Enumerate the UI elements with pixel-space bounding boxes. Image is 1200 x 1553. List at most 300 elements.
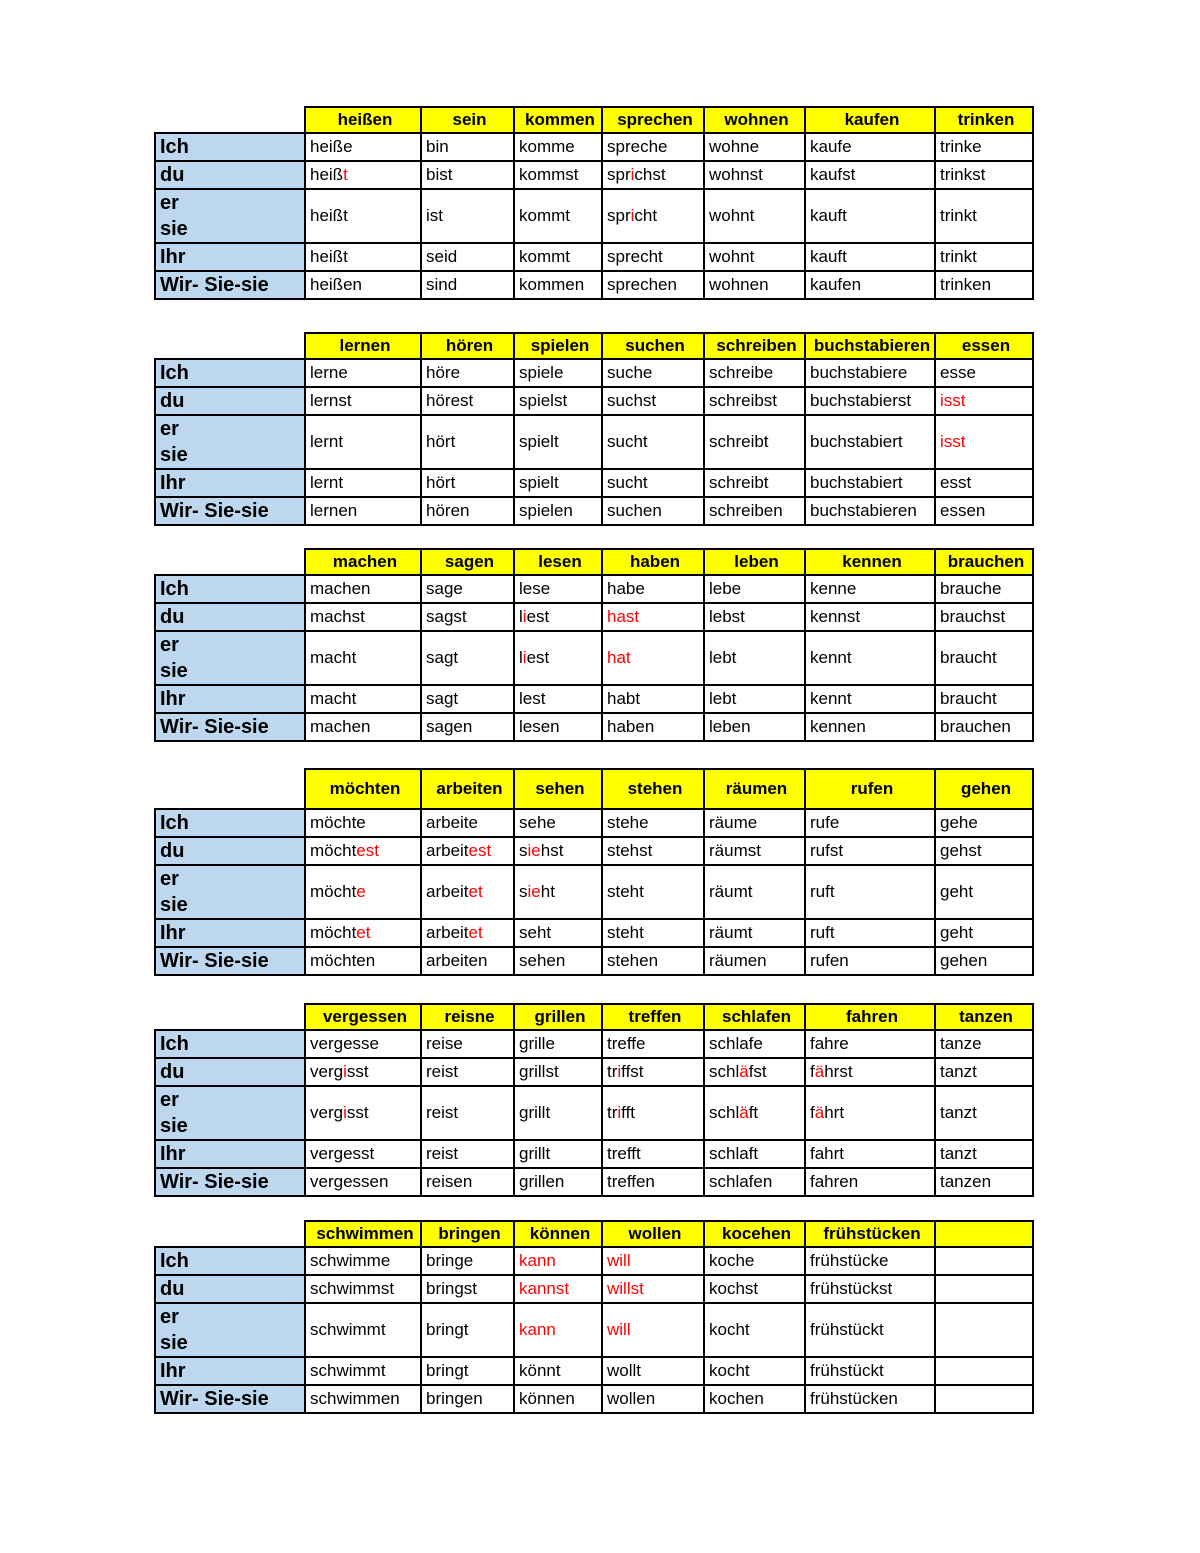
irregular-form-part: t xyxy=(343,165,348,184)
verb-form xyxy=(305,497,421,525)
form-part: wohnt xyxy=(709,247,755,266)
irregular-form-part: e xyxy=(356,882,366,901)
table-row xyxy=(155,133,1033,161)
verb-form xyxy=(805,575,935,603)
verb-form xyxy=(514,469,602,497)
verb-form xyxy=(421,631,514,685)
pronoun-label: Ihr xyxy=(155,919,305,947)
pronoun-line: er xyxy=(160,634,179,656)
form-part: ft xyxy=(748,1103,759,1122)
irregular-form-part: i xyxy=(617,1062,622,1081)
table-row xyxy=(155,387,1033,415)
form-part: möchten xyxy=(310,951,376,970)
pronoun-label xyxy=(155,1303,305,1357)
verb-form xyxy=(421,189,514,243)
form-part: kaufen xyxy=(810,275,862,294)
verb-form xyxy=(602,1357,704,1385)
form-part: kaufst xyxy=(810,165,856,184)
irregular-form-part: kannst xyxy=(519,1279,570,1298)
form-part: rufen xyxy=(810,951,849,970)
form-part: lernst xyxy=(310,391,352,410)
verb-header: hören xyxy=(421,333,514,359)
form-part: lebt xyxy=(709,689,737,708)
verb-form xyxy=(935,865,1033,919)
verb-header: kommen xyxy=(514,107,602,133)
form-part: kennt xyxy=(810,689,852,708)
irregular-form-part: hast xyxy=(607,607,640,626)
table-row xyxy=(155,1168,1033,1196)
form-part: treffen xyxy=(607,1172,655,1191)
corner-blank xyxy=(155,1004,305,1030)
form-part: schwimmst xyxy=(310,1279,395,1298)
verb-form xyxy=(704,1275,805,1303)
verb-form xyxy=(805,359,935,387)
table-row xyxy=(155,1247,1033,1275)
verb-form xyxy=(421,713,514,741)
verb-form xyxy=(602,631,704,685)
pronoun-line: sie xyxy=(160,1115,188,1137)
verb-form xyxy=(602,1247,704,1275)
form-part: lernen xyxy=(310,501,358,520)
verb-form xyxy=(805,865,935,919)
verb-form xyxy=(602,497,704,525)
verb-form xyxy=(421,1168,514,1196)
pronoun-label: Wir- Sie-sie xyxy=(155,1168,305,1196)
form-part: sagst xyxy=(426,607,467,626)
verb-form xyxy=(602,387,704,415)
verb-form xyxy=(514,359,602,387)
verb-form xyxy=(305,1247,421,1275)
verb-form xyxy=(602,243,704,271)
table-row xyxy=(155,685,1033,713)
verb-form xyxy=(602,133,704,161)
form-part: sst xyxy=(346,1062,369,1081)
verb-form xyxy=(421,1140,514,1168)
verb-form xyxy=(805,1058,935,1086)
verb-form xyxy=(704,1168,805,1196)
form-part: trinkt xyxy=(940,206,977,225)
verb-form xyxy=(514,1303,602,1357)
verb-form xyxy=(421,161,514,189)
verb-form xyxy=(305,469,421,497)
table-row xyxy=(155,497,1033,525)
pronoun-line: er xyxy=(160,1089,179,1111)
verb-form xyxy=(421,575,514,603)
form-part: frühstücken xyxy=(810,1389,898,1408)
form-part: reisen xyxy=(426,1172,473,1191)
form-part: heißen xyxy=(310,275,362,294)
verb-form xyxy=(704,243,805,271)
pronoun-line: sie xyxy=(160,218,188,240)
form-part: geht xyxy=(940,882,974,901)
irregular-form-part: ä xyxy=(739,1103,749,1122)
form-part: möcht xyxy=(310,923,357,942)
pronoun-label: Wir- Sie-sie xyxy=(155,1385,305,1413)
form-part: wohne xyxy=(709,137,760,156)
pronoun-line: er xyxy=(160,1306,179,1328)
form-part: buchstabiere xyxy=(810,363,908,382)
verb-form xyxy=(602,161,704,189)
form-part: steht xyxy=(607,923,644,942)
verb-form xyxy=(514,1140,602,1168)
form-part: spielt xyxy=(519,473,559,492)
form-part: kommen xyxy=(519,275,585,294)
conjugation-grid xyxy=(154,332,1034,526)
form-part: sind xyxy=(426,275,458,294)
verb-form xyxy=(514,809,602,837)
form-part: braucht xyxy=(940,689,997,708)
form-part: möchte xyxy=(310,813,366,832)
form-part: haben xyxy=(607,717,655,736)
verb-form xyxy=(704,271,805,299)
form-part: tr xyxy=(607,1103,618,1122)
verb-header: suchen xyxy=(602,333,704,359)
verb-header: essen xyxy=(935,333,1033,359)
pronoun-label: Ihr xyxy=(155,1140,305,1168)
verb-form xyxy=(514,919,602,947)
form-part: komme xyxy=(519,137,575,156)
form-part: stehst xyxy=(607,841,653,860)
form-part: ht xyxy=(540,882,555,901)
verb-form xyxy=(704,603,805,631)
table-row xyxy=(155,809,1033,837)
form-part: wollt xyxy=(607,1361,642,1380)
pronoun-label: du xyxy=(155,1058,305,1086)
form-part: arbeit xyxy=(426,882,469,901)
verb-header: lesen xyxy=(514,549,602,575)
form-part: machst xyxy=(310,607,365,626)
verb-form xyxy=(935,1140,1033,1168)
verb-form xyxy=(704,387,805,415)
form-part: sage xyxy=(426,579,463,598)
verb-form xyxy=(935,1168,1033,1196)
form-part: lese xyxy=(519,579,551,598)
verb-form xyxy=(805,1385,935,1413)
irregular-form-part: ie xyxy=(527,841,541,860)
verb-form xyxy=(602,1058,704,1086)
form-part: buchstabierst xyxy=(810,391,912,410)
pronoun-label: Wir- Sie-sie xyxy=(155,497,305,525)
form-part: sprechen xyxy=(607,275,677,294)
verb-header-row xyxy=(155,1004,1033,1030)
form-part: arbeit xyxy=(426,923,469,942)
form-part: arbeiten xyxy=(426,951,488,970)
form-part: arbeite xyxy=(426,813,478,832)
form-part: heiße xyxy=(310,137,353,156)
corner-blank xyxy=(155,549,305,575)
form-part: bringt xyxy=(426,1361,469,1380)
form-part: wohnen xyxy=(709,275,769,294)
pronoun-label: Ihr xyxy=(155,469,305,497)
form-part: schreibt xyxy=(709,432,769,451)
verb-form xyxy=(514,161,602,189)
form-part: gehen xyxy=(940,951,988,970)
verb-form xyxy=(305,133,421,161)
pronoun-label: Ihr xyxy=(155,685,305,713)
verb-form xyxy=(514,1030,602,1058)
verb-form xyxy=(805,809,935,837)
table-row xyxy=(155,189,1033,243)
form-part: frühstückst xyxy=(810,1279,893,1298)
verb-form xyxy=(421,1247,514,1275)
table-row xyxy=(155,603,1033,631)
verb-header: schlafen xyxy=(704,1004,805,1030)
verb-header-row xyxy=(155,107,1033,133)
verb-form xyxy=(305,1058,421,1086)
verb-form xyxy=(421,837,514,865)
verb-form xyxy=(421,387,514,415)
verb-header: leben xyxy=(704,549,805,575)
form-part: kochst xyxy=(709,1279,759,1298)
form-part: möcht xyxy=(310,882,357,901)
form-part: kommt xyxy=(519,247,570,266)
verb-header: wollen xyxy=(602,1221,704,1247)
form-part: tr xyxy=(607,1062,618,1081)
verb-form xyxy=(305,837,421,865)
verb-form xyxy=(602,575,704,603)
verb-header xyxy=(935,1221,1033,1247)
irregular-form-part: i xyxy=(522,648,527,667)
verb-form xyxy=(602,1168,704,1196)
form-part: trinke xyxy=(940,137,982,156)
form-part: schreibt xyxy=(709,473,769,492)
irregular-form-part: isst xyxy=(940,391,966,410)
verb-form xyxy=(935,1385,1033,1413)
form-part: schl xyxy=(709,1062,740,1081)
verb-form xyxy=(305,415,421,469)
irregular-form-part: i xyxy=(343,1103,347,1122)
form-part: essen xyxy=(940,501,986,520)
verb-header: frühstücken xyxy=(805,1221,935,1247)
verb-form xyxy=(805,919,935,947)
form-part: fahren xyxy=(810,1172,859,1191)
form-part: buchstabiert xyxy=(810,473,903,492)
form-part: spielt xyxy=(519,432,559,451)
verb-form xyxy=(704,1303,805,1357)
pronoun-label: Ich xyxy=(155,359,305,387)
form-part: brauchen xyxy=(940,717,1011,736)
form-part: spreche xyxy=(607,137,668,156)
pronoun-label: Wir- Sie-sie xyxy=(155,271,305,299)
form-part: steht xyxy=(607,882,644,901)
verb-form xyxy=(805,947,935,975)
verb-form xyxy=(805,1168,935,1196)
verb-form xyxy=(421,133,514,161)
verb-header-row xyxy=(155,1221,1033,1247)
verb-form xyxy=(805,1275,935,1303)
verb-form xyxy=(514,685,602,713)
form-part: räumt xyxy=(709,923,753,942)
verb-form xyxy=(704,1385,805,1413)
verb-form xyxy=(514,271,602,299)
form-part: können xyxy=(519,1389,575,1408)
verb-form xyxy=(602,713,704,741)
verb-form xyxy=(602,685,704,713)
irregular-form-part: i xyxy=(343,1062,347,1081)
form-part: arbeit xyxy=(426,841,469,860)
verb-form xyxy=(704,133,805,161)
form-part: f xyxy=(810,1103,815,1122)
pronoun-label: du xyxy=(155,387,305,415)
table-row xyxy=(155,837,1033,865)
form-part: geht xyxy=(940,923,974,942)
form-part: s xyxy=(519,882,528,901)
verb-form xyxy=(305,947,421,975)
verb-header: sein xyxy=(421,107,514,133)
verb-form xyxy=(935,575,1033,603)
form-part: kochen xyxy=(709,1389,764,1408)
pronoun-label xyxy=(155,415,305,469)
form-part: bringen xyxy=(426,1389,483,1408)
verb-form xyxy=(704,685,805,713)
pronoun-label xyxy=(155,631,305,685)
table-row xyxy=(155,1086,1033,1140)
form-part: est xyxy=(526,648,550,667)
form-part: habt xyxy=(607,689,641,708)
verb-form xyxy=(935,1058,1033,1086)
form-part: grille xyxy=(519,1034,555,1053)
pronoun-line: sie xyxy=(160,660,188,682)
form-part: wohnt xyxy=(709,206,755,225)
form-part: gehst xyxy=(940,841,982,860)
table-row xyxy=(155,1303,1033,1357)
verb-header: trinken xyxy=(935,107,1033,133)
form-part: schl xyxy=(709,1103,740,1122)
form-part: reist xyxy=(426,1144,459,1163)
table-row xyxy=(155,631,1033,685)
verb-form xyxy=(935,387,1033,415)
verb-form xyxy=(805,469,935,497)
form-part: sehen xyxy=(519,951,566,970)
form-part: seht xyxy=(519,923,552,942)
form-part: lest xyxy=(519,689,546,708)
verb-form xyxy=(305,865,421,919)
conjugation-grid xyxy=(154,1003,1034,1197)
verb-form xyxy=(421,1086,514,1140)
irregular-form-part: kann xyxy=(519,1320,556,1339)
form-part: heißt xyxy=(310,247,348,266)
form-part: braucht xyxy=(940,648,997,667)
form-part: grillen xyxy=(519,1172,565,1191)
form-part: schreibe xyxy=(709,363,774,382)
form-part: tanzen xyxy=(940,1172,992,1191)
verb-header: können xyxy=(514,1221,602,1247)
form-part: spielen xyxy=(519,501,573,520)
form-part: schreiben xyxy=(709,501,783,520)
table-row xyxy=(155,271,1033,299)
form-part: möcht xyxy=(310,841,357,860)
verb-form xyxy=(514,1058,602,1086)
verb-form xyxy=(305,387,421,415)
form-part: stehe xyxy=(607,813,649,832)
verb-form xyxy=(421,415,514,469)
form-part: schwimmen xyxy=(310,1389,400,1408)
verb-form xyxy=(514,837,602,865)
verb-form xyxy=(704,865,805,919)
pronoun-label: du xyxy=(155,1275,305,1303)
verb-form xyxy=(935,271,1033,299)
irregular-form-part: ä xyxy=(739,1062,749,1081)
form-part: treffe xyxy=(607,1034,646,1053)
form-part: tanzt xyxy=(940,1103,977,1122)
form-part: trinkst xyxy=(940,165,986,184)
form-part: bringt xyxy=(426,1320,469,1339)
form-part: rufst xyxy=(810,841,844,860)
form-part: hrt xyxy=(824,1103,845,1122)
verb-form xyxy=(514,1247,602,1275)
form-part: räume xyxy=(709,813,758,832)
verb-form xyxy=(704,631,805,685)
table-row xyxy=(155,865,1033,919)
form-part: l xyxy=(519,648,523,667)
verb-form xyxy=(421,865,514,919)
verb-form xyxy=(421,359,514,387)
form-part: räumst xyxy=(709,841,761,860)
verb-header: arbeiten xyxy=(421,769,514,809)
verb-form xyxy=(805,161,935,189)
verb-form xyxy=(805,837,935,865)
table-row xyxy=(155,1058,1033,1086)
form-part: hrst xyxy=(824,1062,853,1081)
conjugation-grid xyxy=(154,548,1034,742)
verb-header: möchten xyxy=(305,769,421,809)
verb-header-row xyxy=(155,333,1033,359)
irregular-form-part: i xyxy=(630,206,635,225)
verb-form xyxy=(805,685,935,713)
irregular-form-part: hat xyxy=(607,648,631,667)
conjugation-grid xyxy=(154,1220,1034,1414)
pronoun-label: Ich xyxy=(155,133,305,161)
form-part: räumen xyxy=(709,951,767,970)
verb-form xyxy=(305,603,421,631)
table-row xyxy=(155,161,1033,189)
verb-form xyxy=(514,133,602,161)
form-part: buchstabiert xyxy=(810,432,903,451)
form-part: esst xyxy=(940,473,972,492)
form-part: suchst xyxy=(607,391,657,410)
form-part: höre xyxy=(426,363,461,382)
verb-form xyxy=(704,837,805,865)
verb-form xyxy=(602,1275,704,1303)
form-part: sst xyxy=(346,1103,369,1122)
verb-form xyxy=(602,189,704,243)
verb-form xyxy=(305,1030,421,1058)
form-part: frühstückt xyxy=(810,1361,884,1380)
form-part: est xyxy=(526,607,550,626)
form-part: sucht xyxy=(607,432,648,451)
verb-form xyxy=(704,919,805,947)
pronoun-label: Ihr xyxy=(155,243,305,271)
irregular-form-part: i xyxy=(617,1103,622,1122)
irregular-form-part: ä xyxy=(814,1103,825,1122)
verb-form xyxy=(305,161,421,189)
form-part: schwimmt xyxy=(310,1320,386,1339)
form-part: trefft xyxy=(607,1144,641,1163)
form-part: kenne xyxy=(810,579,857,598)
verb-form xyxy=(421,1303,514,1357)
verb-form xyxy=(305,189,421,243)
form-part: spiele xyxy=(519,363,564,382)
irregular-form-part: i xyxy=(630,165,635,184)
form-part: reist xyxy=(426,1062,459,1081)
verb-form xyxy=(602,947,704,975)
form-part: ruft xyxy=(810,923,835,942)
form-part: ffst xyxy=(621,1062,644,1081)
form-part: fst xyxy=(748,1062,767,1081)
verb-form xyxy=(305,1140,421,1168)
form-part: sagen xyxy=(426,717,473,736)
pronoun-line: er xyxy=(160,868,179,890)
